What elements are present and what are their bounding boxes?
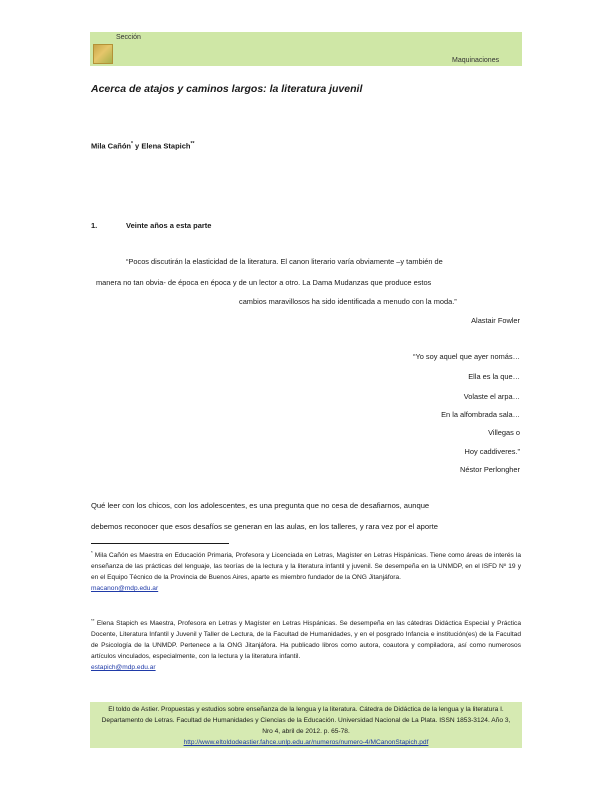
citation-text: El toldo de Astier. Propuestas y estudios sobre enseñanza de la lengua y la literatura. Cátedra de Didáctica de la lengua y la literatura I. Departamento de Letras. Facultad de Humanidades y Ciencias de la Educación. Universidad Nacional de La Plata. ISSN 1853-3124. Año 3, Nro 4, abril de 2012. p. 65-78. xyxy=(101,706,511,735)
footnote-1-email-link[interactable]: macanon@mdp.edu.ar xyxy=(91,585,159,593)
journal-citation xyxy=(96,704,516,748)
footnote-2 xyxy=(91,615,521,673)
footnote-divider xyxy=(91,543,229,544)
author-1-name: Mila Cañón xyxy=(91,141,132,151)
poem-line: “Yo soy aquel que ayer nomás… xyxy=(413,352,520,361)
poem-line: Volaste el arpa… xyxy=(463,392,520,401)
poem-line: En la alfombrada sala… xyxy=(441,410,520,419)
author-2-name: Elena Stapich xyxy=(141,141,191,151)
section-name: Maquinaciones xyxy=(452,57,500,64)
poem-line: Hoy caddiveres.” xyxy=(464,447,520,456)
section-number: 1. xyxy=(91,221,98,230)
authors-line xyxy=(91,141,194,151)
poem-line: Villegas o xyxy=(488,428,520,437)
poem-author: Néstor Perlongher xyxy=(460,465,520,474)
footnote-2-text: Elena Stapich es Maestra, Profesora en Letras y Magíster en Letras Hispánicas. Se desempeña en las cátedras Didáctica Especial y Práctica Docente, Literatura Infantil y Juvenil y Taller de Lectura, de la Facultad de Humanidades, y en el posgrado Infancia e institución(es) de la Facultad de Psicología de la UNMDP. Pertenece a la ONG Jitanjáfora. Ha publicado libros como autora, coautora y compiladora, así como numerosos artículos vinculados, especialmente, con la lectura y la literatura infantil. xyxy=(91,620,521,661)
footnote-1 xyxy=(91,547,521,594)
author-2-footnote-mark[interactable]: ** xyxy=(190,141,195,147)
section-heading: Veinte años a esta parte xyxy=(126,221,212,230)
body-text-line: debemos reconocer que esos desafíos se generan en las aulas, en los talleres, y rara vez por el aporte xyxy=(91,522,438,531)
epigraph-1-line: cambios maravillosos ha sido identificada a menudo con la moda.” xyxy=(239,297,457,306)
footnote-1-mark: * xyxy=(91,550,93,555)
epigraph-1-line: “Pocos discutirán la elasticidad de la literatura. El canon literario varía obviamente –y también de xyxy=(126,257,443,266)
body-text-line: Qué leer con los chicos, con los adolescentes, es una pregunta que no cesa de desafiarnos, aunque xyxy=(91,501,430,510)
epigraph-1-author: Alastair Fowler xyxy=(471,316,520,325)
author-separator: y xyxy=(132,141,142,151)
footnote-1-text: Mila Cañón es Maestra en Educación Primaria, Profesora y Licenciada en Letras, Magíster en Letras Hispánicas. Tiene como áreas de interés la enseñanza de las prácticas del lenguaje, las teorías de la lectura y la literatura infantil y juvenil. Se desempeña en la UNMDP, en el ISFD Nº 19 y en el Equipo Técnico de la Provincia de Buenos Aires, aparte es miembro fundador de la ONG Jitanjáfora. xyxy=(91,552,521,582)
footnote-2-mark: ** xyxy=(91,618,95,623)
section-label: Sección xyxy=(116,34,141,41)
article-url-link[interactable]: http://www.eltoldodeastier.fahce.unlp.edu.ar/numeros/numero-4/MCanonStapich.pdf xyxy=(183,739,429,746)
footnote-2-email-link[interactable]: estapich@mdp.edu.ar xyxy=(91,664,156,672)
epigraph-1-line: manera no tan obvia- de época en época y de un lector a otro. La Dama Mudanzas que produce estos xyxy=(96,278,432,287)
journal-logo-icon xyxy=(93,44,113,64)
author-1-footnote-mark[interactable]: * xyxy=(131,141,133,147)
article-title: Acerca de atajos y caminos largos: la literatura juvenil xyxy=(91,83,363,95)
poem-line: Ella es la que… xyxy=(468,372,520,381)
